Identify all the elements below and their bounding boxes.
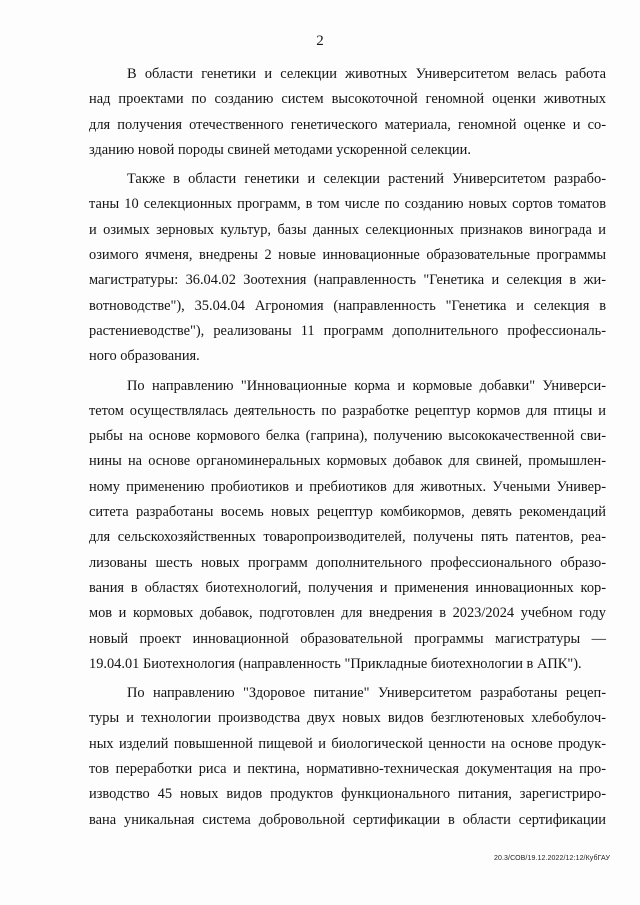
paragraph-healthy-nutrition xyxy=(89,681,606,833)
document-registration-code: 20.3/СОВ/19.12.2022/12:12/КубГАУ xyxy=(494,855,610,862)
text-line: вания в областях биотехнологий, получения и применения инновационных кор- xyxy=(89,579,606,596)
text-line: рыбы на основе кормового белка (гаприна), получению высококачественной сви- xyxy=(89,428,606,445)
page-number: 2 xyxy=(316,33,324,49)
text-line: В области генетики и селекции животных Университетом велась работа xyxy=(127,66,606,82)
text-line: и озимых зерновых культур, базы данных селекционных признаков винограда и xyxy=(89,221,606,238)
text-line: вотноводстве"), 35.04.04 Агрономия (направленность "Генетика и селекция в xyxy=(89,297,606,314)
text-line: таны 10 селекционных программ, в том числе по созданию новых сортов томатов xyxy=(89,196,606,213)
text-line: над проектами по созданию систем высокоточной геномной оценки животных xyxy=(89,91,606,108)
text-line: тетом осуществлялась деятельность по разработке рецептур кормов для птицы и xyxy=(89,402,606,419)
text-line: 19.04.01 Биотехнология (направленность "Прикладные биотехнологии в АПК"). xyxy=(89,655,582,672)
text-line: зданию новой породы свиней методами ускоренной селекции. xyxy=(89,141,471,158)
document-body xyxy=(89,62,606,837)
text-line: ного образования. xyxy=(89,348,200,365)
text-line: По направлению "Здоровое питание" Университетом разработаны рецеп- xyxy=(127,685,606,702)
text-line: озимого ячменя, внедрены 2 новые инновационные образовательные программы xyxy=(89,247,606,264)
text-line: По направлению "Инновационные корма и кормовые добавки" Универси- xyxy=(127,377,606,394)
text-line: новый проект инновационной образовательной программы магистратуры — xyxy=(89,630,606,647)
text-line: для получения отечественного генетического материала, геномной оценке и со- xyxy=(89,116,606,133)
paragraph-genetics-animals xyxy=(89,62,606,163)
text-line: ных изделий повышенной пищевой и биологической ценности на основе продук- xyxy=(89,735,606,752)
text-line: Также в области генетики и селекции растений Университетом разрабо- xyxy=(127,171,606,188)
paragraph-genetics-plants xyxy=(89,167,606,369)
text-line: ситета разработаны восемь новых рецептур комбикормов, девять рекомендаций xyxy=(89,504,606,521)
paragraph-innovative-feed xyxy=(89,374,606,678)
text-line: мов и кормовых добавок, подготовлен для внедрения в 2023/2024 учебном году xyxy=(89,605,606,622)
text-line: растениеводстве"), реализованы 11 программ дополнительного профессиональ- xyxy=(89,322,606,339)
text-line: туры и технологии производства двух новых видов безглютеновых хлебобулоч- xyxy=(89,710,606,727)
text-line: изводство 45 новых видов продуктов функционального питания, зарегистриро- xyxy=(89,786,606,803)
text-line: для сельскохозяйственных товаропроизводителей, получены пять патентов, реа- xyxy=(89,529,606,546)
text-line: нины на основе органоминеральных кормовых добавок для свиней, промышлен- xyxy=(89,453,606,470)
text-line: лизованы шесть новых программ дополнительного профессионального образо- xyxy=(89,554,606,571)
text-line: магистратуры: 36.04.02 Зоотехния (направленность "Генетика и селекция в жи- xyxy=(89,272,606,289)
text-line: тов переработки риса и пектина, нормативно-техническая документация на про- xyxy=(89,761,606,778)
text-line: вана уникальная система добровольной сертификации в области сертификации xyxy=(89,811,606,828)
text-line: ному применению пробиотиков и пребиотиков для животных. Учеными Универ- xyxy=(89,478,606,495)
